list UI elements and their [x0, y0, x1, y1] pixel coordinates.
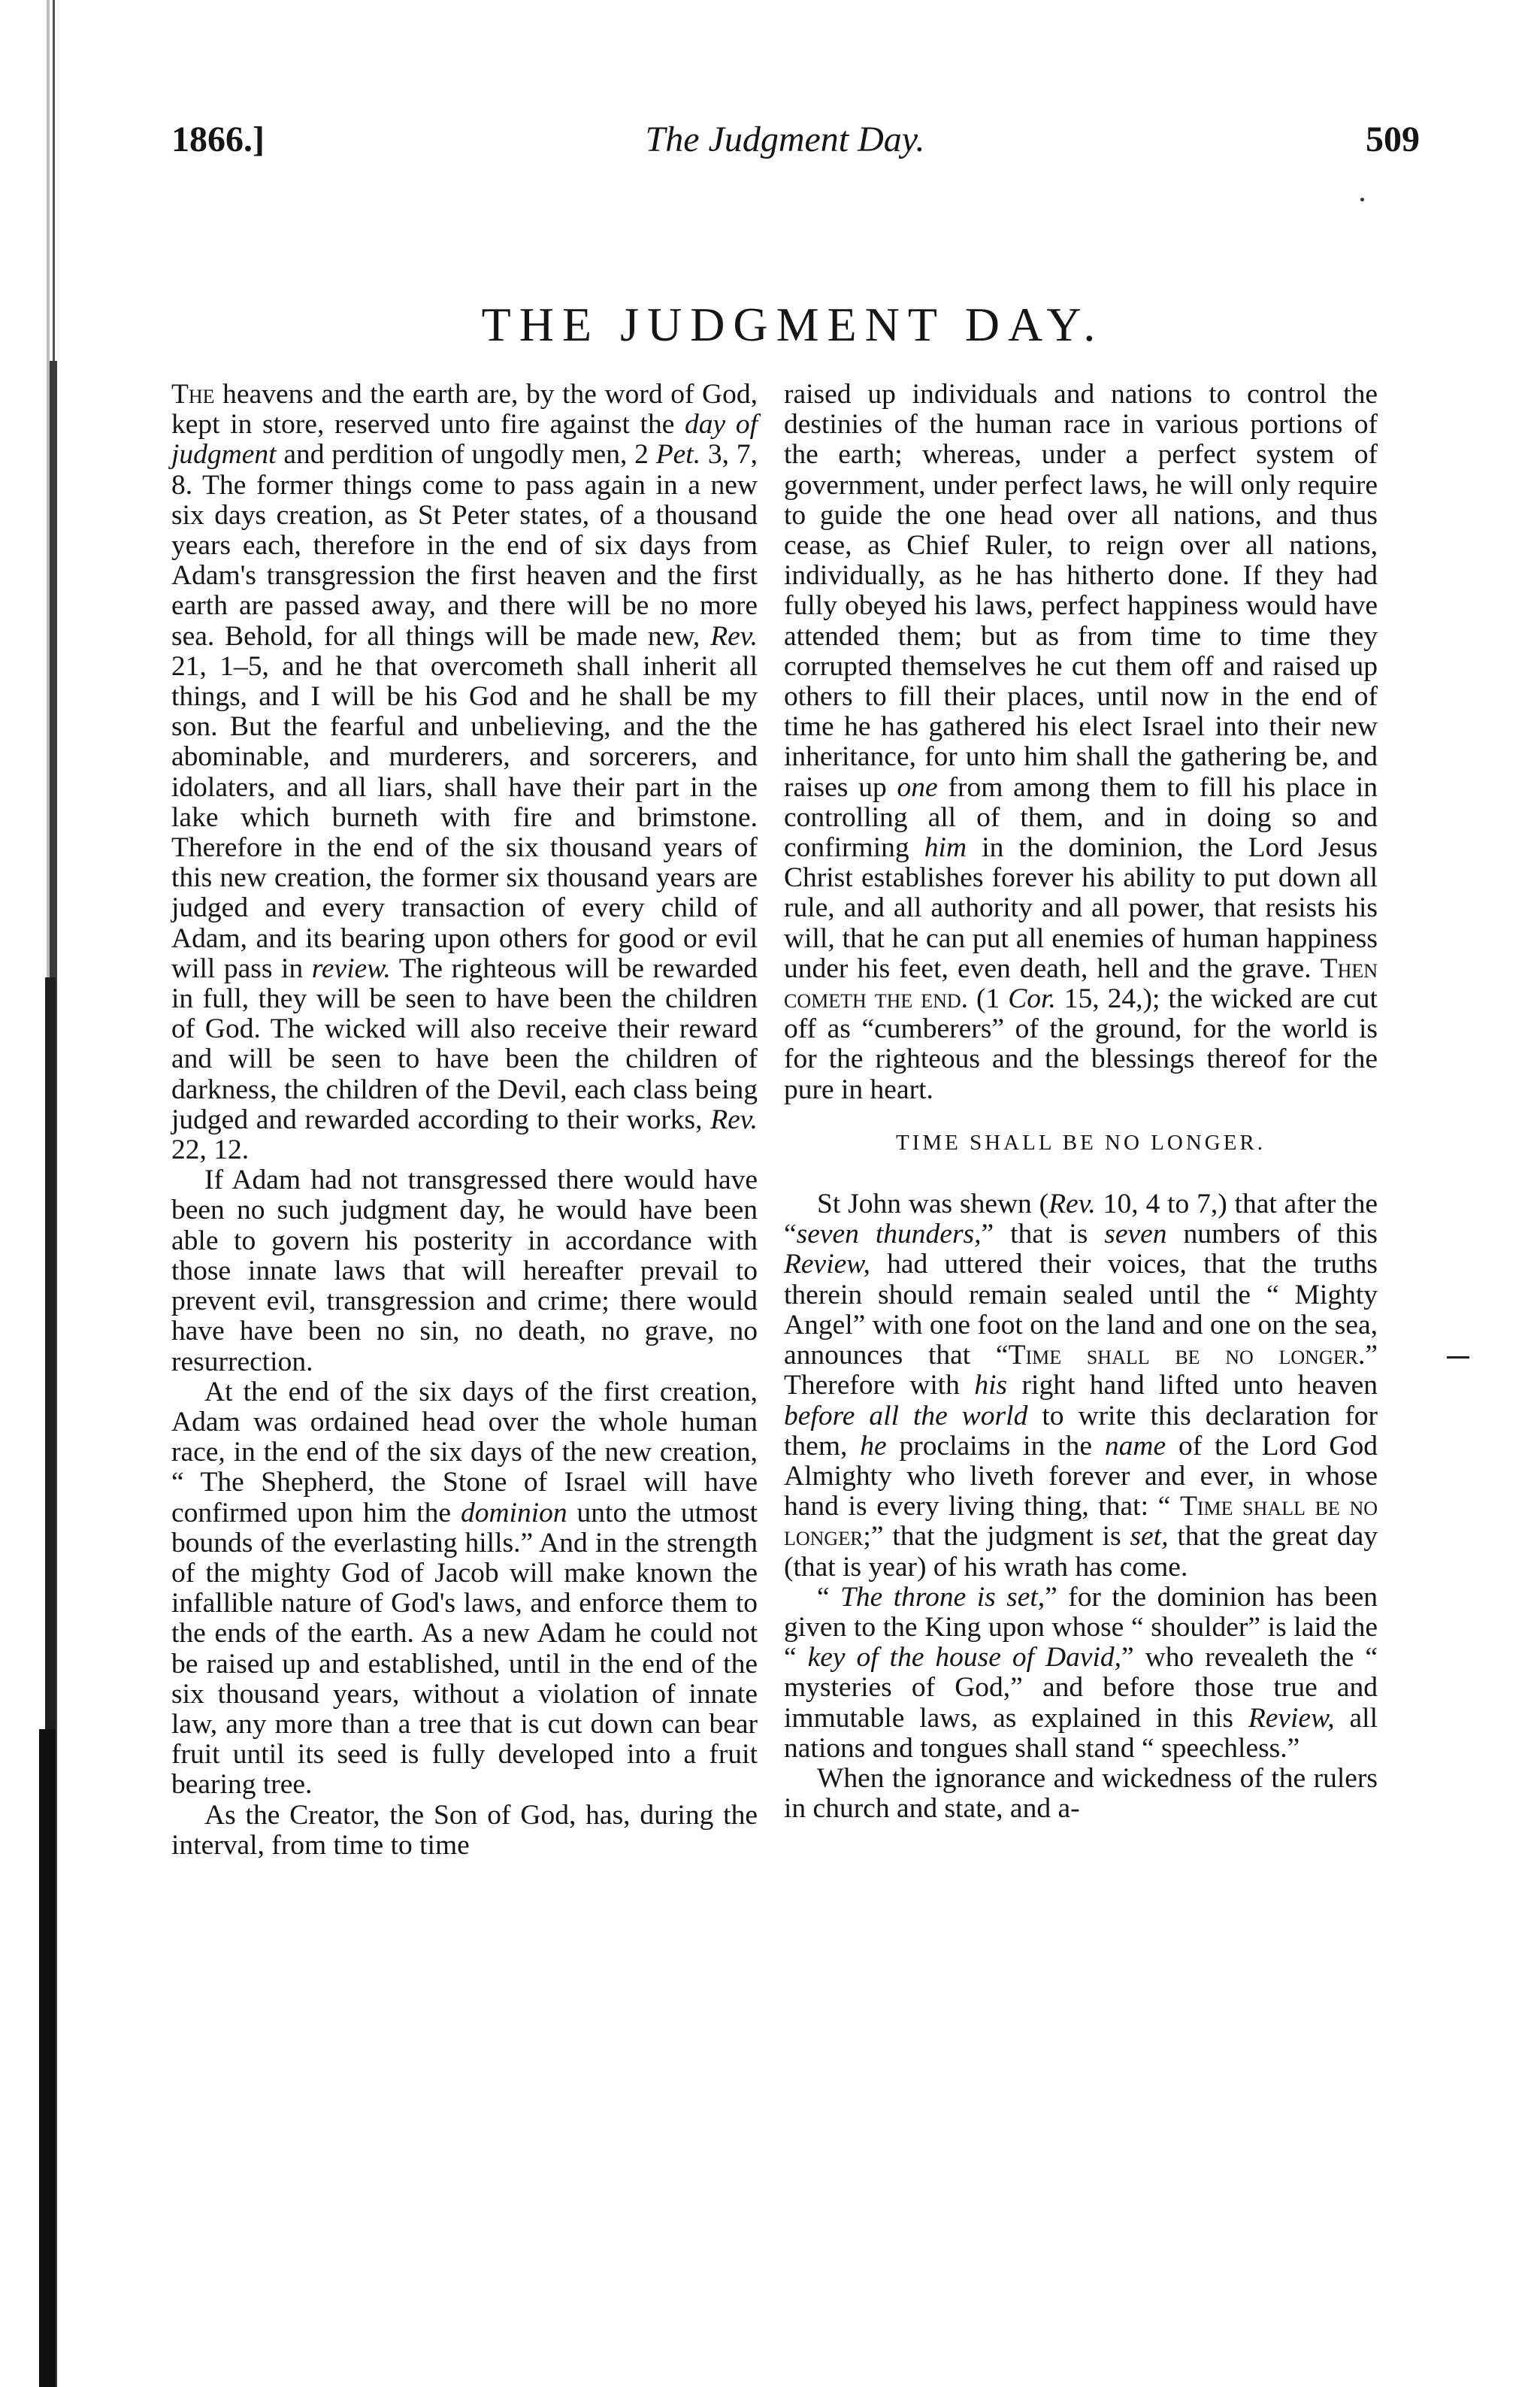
italic-run: Review, — [1248, 1702, 1335, 1734]
header-year: 1866.] — [171, 120, 265, 159]
running-header — [0, 119, 1540, 179]
paragraph: As the Creator, the Son of God, has, during the interval, from time to time — [171, 1799, 758, 1861]
text-run: had uttered their voices, that the truths therein should remain sealed until the “ Mighty Angel” with one foot on the land and one on the sea, announces that “ — [784, 1249, 1378, 1371]
text-run: and perdition of ungodly men, 2 — [276, 439, 656, 471]
text-run: St John was shewn ( — [817, 1189, 1049, 1220]
paragraph: When the ignorance and wickedness of the rulers in church and state, and a- — [784, 1762, 1378, 1825]
text-run: ” that is — [981, 1219, 1105, 1250]
text-run: 15, 24,); the wicked are cut off as “cumberers” of the ground, for the world is for the righteous and the blessings thereof for the pure in heart. — [784, 983, 1378, 1105]
italic-run: key of the house of David, — [807, 1642, 1122, 1674]
text-run: ” that the judgment is — [870, 1521, 1130, 1552]
italic-run: Pet. — [655, 439, 701, 471]
italic-run: day of judgment — [171, 409, 758, 471]
text-run: of the Lord God Almighty who liveth forever and ever, in whose hand is every living thing, that: “ — [784, 1430, 1378, 1522]
text-run: from among them to fill his place in controlling all of them, and in doing so and confirming — [784, 771, 1378, 864]
italic-run: he — [860, 1430, 887, 1462]
paragraph — [784, 380, 1378, 1105]
text-run: that the great day (that is year) of his wrath has come. — [784, 1521, 1378, 1583]
italic-run: Review, — [784, 1249, 870, 1280]
text-run: unto the utmost bounds of the everlasting hills.” And in the strength of the mighty God of Jacob will make known the infallible nature of God's laws, and enforce them to the ends of the earth. As a new Adam he could not be raised up and established, until in the end of the six thousand years, without a violation of innate law, any more than a tree that is cut down can bear fruit until its seed is fully developed into a fruit bearing tree. — [171, 1497, 758, 1801]
text-run: right hand lifted unto heaven — [1007, 1370, 1378, 1401]
text-run: ” for the dominion has been given to the King upon whose “ shoulder” is laid the “ — [784, 1581, 1378, 1674]
italic-run: seven — [1104, 1219, 1167, 1250]
italic-run: name — [1104, 1430, 1166, 1462]
text-run: “ — [817, 1581, 841, 1613]
text-run: 22, 12. — [171, 1134, 250, 1166]
paragraph — [171, 1377, 758, 1801]
italic-run: Rev. — [710, 620, 758, 652]
italic-run: Cor. — [1008, 983, 1056, 1015]
small-caps-run: Then cometh the end. — [784, 953, 1378, 1015]
paragraph — [784, 1583, 1378, 1764]
small-caps-run: Time shall be no longer. — [1008, 1340, 1366, 1371]
text-run: (1 — [968, 983, 1009, 1015]
right-column — [784, 380, 1378, 1824]
text-run: numbers of this — [1166, 1219, 1378, 1250]
text-run: ” who revealeth the “ mysteries of God,” and before those true and immutable laws, as explained in this — [784, 1642, 1378, 1734]
text-run: 3, 7, 8. The former things come to pass again in a new six days creation, as St Peter states, of a thousand years each, therefore in the end of six days from Adam's transgression the first heaven and the first earth are passed away, and there will be no more sea. Behold, for all things will be made new, — [171, 439, 758, 652]
paragraph — [784, 1189, 1378, 1583]
text-run: ” Therefore with — [784, 1340, 1378, 1401]
text-run: all nations and tongues shall stand “ speechless.” — [784, 1702, 1378, 1764]
text-run: in the dominion, the Lord Jesus Christ establishes forever his ability to put down all rule, and all authority and all power, that resists his will, that he can put all enemies of human happiness under his feet, even death, hell and the grave. — [784, 832, 1378, 984]
small-caps-run: Time shall be no longer; — [784, 1491, 1378, 1552]
italic-run: one — [897, 771, 938, 803]
text-run: to write this declaration for them, — [784, 1400, 1378, 1462]
italic-run: set, — [1130, 1521, 1169, 1552]
text-run: raised up individuals and nations to control the destinies of the human race in various portions of the earth; whereas, under a perfect system of government, under perfect laws, he will only require to guide the one head over all nations, and thus cease, as Chief Ruler, to reign over all nations, individually, as he has hitherto done. If they had fully obeyed his laws, perfect happiness would have attended them; but as from time to time they corrupted themselves he cut them off and raised up others to fill their places, until now in the end of time he has gathered his elect Israel into their new inheritance, for unto him shall the gathering be, and raises up — [784, 379, 1378, 803]
paragraph: If Adam had not transgressed there would have been no such judgment day, he would have been able to govern his posterity in accordance with those innate laws that will hereafter prevail to prevent evil, transgression and crime; there would have have been no sin, no death, no grave, no resurrection. — [171, 1165, 758, 1377]
italic-run: seven thunders, — [796, 1219, 982, 1250]
left-column — [171, 380, 758, 1861]
article-title: THE JUDGMENT DAY. — [481, 298, 1104, 351]
italic-run: dominion — [460, 1497, 567, 1528]
italic-run: review. — [311, 953, 391, 984]
scan-binding-edge — [0, 0, 60, 2387]
paragraph — [171, 380, 758, 1165]
italic-run: his — [974, 1370, 1008, 1401]
text-run: proclaims in the — [886, 1430, 1105, 1462]
header-page-number: 509 — [1366, 120, 1420, 159]
drop-word: The — [171, 379, 215, 410]
italic-run: before all the world — [784, 1400, 1028, 1431]
italic-run: him — [924, 832, 967, 864]
italic-run: The throne is set, — [840, 1581, 1045, 1613]
text-run: At the end of the six days of the first creation, Adam was ordained head over the whole human race, in the end of the six days of the new creation, “ The Shepherd, the Stone of Israel will have confirmed upon him the — [171, 1376, 758, 1528]
text-run: 21, 1–5, and he that overcometh shall inherit all things, and I will be his God and he shall be my son. But the fearful and unbelieving, and the the abominable, and murderers, and sorcerers, and idolaters, and all liars, shall have their part in the lake which burneth with fire and brimstone. Therefore in the end of the six thousand years of this new creation, the former six thousand years are judged and every transaction of every child of Adam, and its bearing upon others for good or evil will pass in — [171, 650, 758, 984]
margin-dash — [1447, 1356, 1469, 1359]
italic-run: Rev. — [1048, 1189, 1096, 1220]
text-run: The righteous will be rewarded in full, they will be seen to have been the children of God. The wicked will also receive their reward and will be seen to have been the children of darkness, the children of the Devil, each class being judged and rewarded according to their works, — [171, 953, 758, 1135]
text-run: heavens and the earth are, by the word of God, kept in store, reserved unto fire against the — [171, 379, 758, 441]
italic-run: Rev. — [710, 1104, 758, 1135]
ink-speck — [1360, 198, 1364, 201]
text-run: 10, 4 to 7,) that after the “ — [784, 1189, 1378, 1250]
section-heading: TIME SHALL BE NO LONGER. — [895, 1130, 1266, 1155]
header-running-title: The Judgment Day. — [645, 120, 925, 159]
